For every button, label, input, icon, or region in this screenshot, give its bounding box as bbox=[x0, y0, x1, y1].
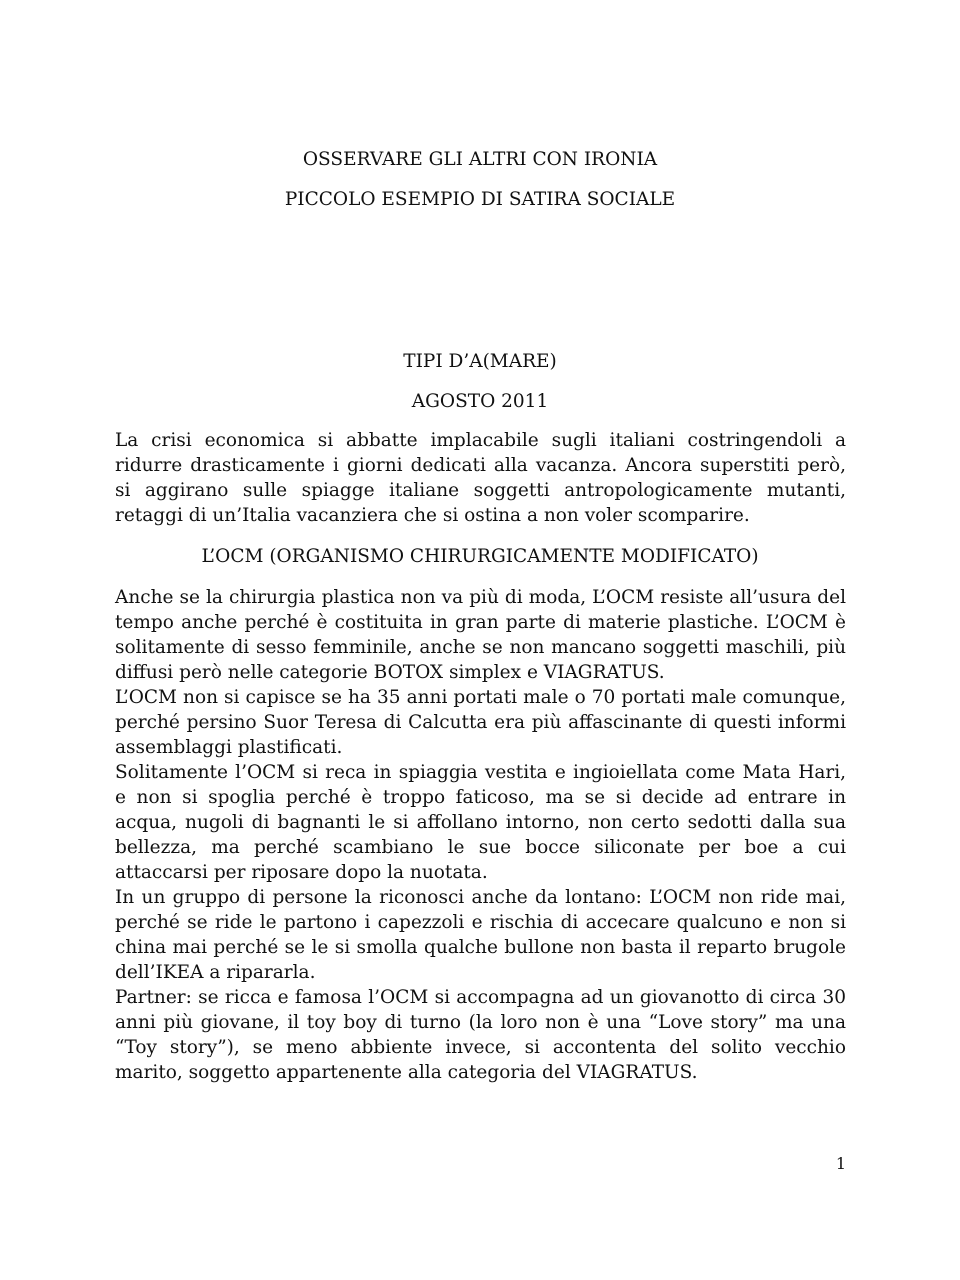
article-date: AGOSTO 2011 bbox=[411, 391, 549, 412]
document-title-line-2: PICCOLO ESEMPIO DI SATIRA SOCIALE bbox=[284, 189, 676, 210]
section-paragraph: Anche se la chirurgia plastica non va più di moda, L’OCM resiste all’usura del tempo anche perché è costituita in gran parte di materie plastiche. L’OCM è solitamente di sesso femminile, anche se non mancano soggetti maschili, più diffusi però nelle categorie BOTOX simplex e VIAGRATUS. bbox=[115, 587, 846, 683]
section-paragraph: In un gruppo di persone la riconosci anche da lontano: L’OCM non ride mai, perché se ride le partono i capezzoli e rischia di accecare qualcuno e non si china mai perché se le si smolla qualche bullone non basta il reparto brugole dell’IKEA a ripararla. bbox=[115, 887, 846, 983]
section-heading: L’OCM (ORGANISMO CHIRURGICAMENTE MODIFICATO) bbox=[201, 546, 759, 567]
section-paragraph: Partner: se ricca e famosa l’OCM si accompagna ad un giovanotto di circa 30 anni più giovane, il toy boy di turno (la loro non è una “Love story” ma una “Toy story”), se meno abbiente invece, si accontenta del solito vecchio marito, soggetto appartenente alla categoria del VIAGRATUS. bbox=[115, 987, 846, 1083]
section-body bbox=[115, 585, 846, 1085]
section-paragraph: Solitamente l’OCM si reca in spiaggia vestita e ingioiellata come Mata Hari, e non si spoglia perché è troppo faticoso, ma se si decide ad entrare in acqua, nugoli di bagnanti le si affollano intorno, non certo sedotti dalla sua bellezza, ma perché scambiano le sue bocce siliconate per boe a cui attaccarsi per riposare dopo la nuotata. bbox=[115, 762, 846, 883]
document-title-line-1: OSSERVARE GLI ALTRI CON IRONIA bbox=[302, 149, 658, 170]
page-number: 1 bbox=[835, 1154, 846, 1173]
article-title: TIPI D’A(MARE) bbox=[403, 351, 557, 372]
intro-paragraph: La crisi economica si abbatte implacabile sugli italiani costringendoli a ridurre drasticamente i giorni dedicati alla vacanza. Ancora superstiti però, si aggirano sulle spiagge italiane soggetti antropologicamente mutanti, retaggi di un’Italia vacanziera che si ostina a non voler scomparire. bbox=[115, 430, 846, 526]
section-paragraph: L’OCM non si capisce se ha 35 anni portati male o 70 portati male comunque, perché persino Suor Teresa di Calcutta era più affascinante di questi informi assemblaggi plastificati. bbox=[115, 687, 846, 758]
intro-section bbox=[115, 428, 846, 528]
